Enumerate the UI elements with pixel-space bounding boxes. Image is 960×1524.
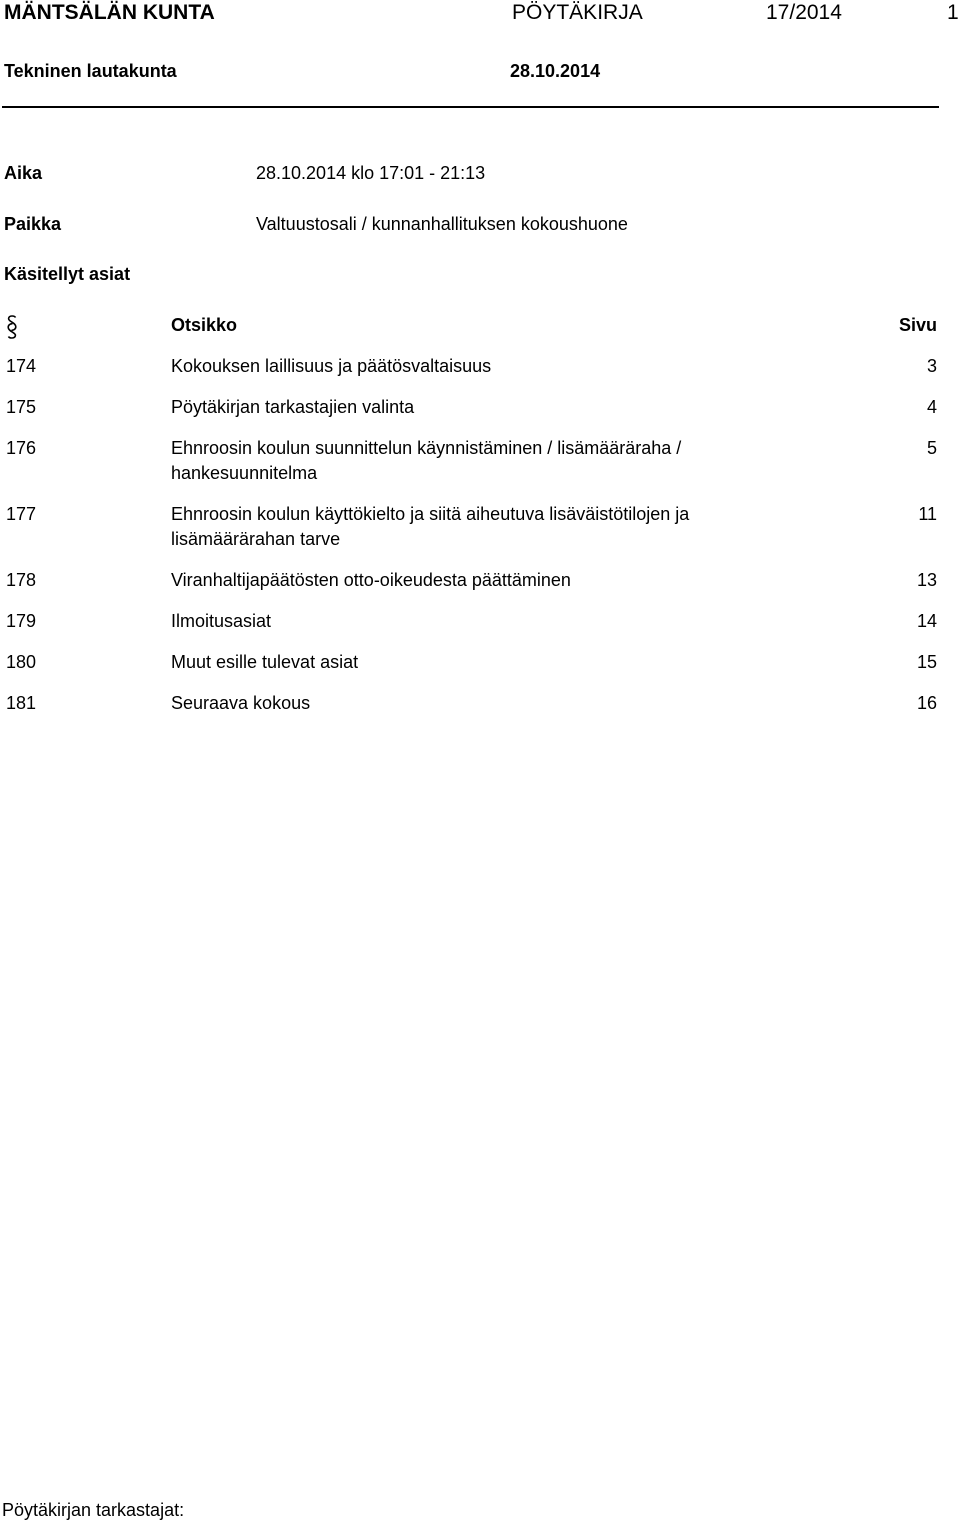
meeting-date: 28.10.2014	[510, 61, 601, 81]
agenda-item-page: 16	[916, 693, 937, 713]
agenda-item-page: 15	[916, 652, 937, 672]
paragraph-section-icon	[6, 314, 18, 340]
agenda-item-title: Seuraava kokous	[171, 693, 311, 713]
agenda-section-title: Käsitellyt asiat	[4, 264, 131, 284]
agenda-item-number: 176	[6, 438, 37, 458]
agenda-item-page: 3	[926, 356, 937, 376]
agenda-item-title: Kokouksen laillisuus ja päätösvaltaisuus	[171, 356, 492, 376]
agenda-item-page: 4	[926, 397, 937, 417]
agenda-item-number: 174	[6, 356, 37, 376]
agenda-item-title: Ilmoitusasiat	[171, 611, 272, 631]
board-name: Tekninen lautakunta	[4, 61, 177, 81]
page-number: 1	[947, 1, 959, 24]
agenda-item-number: 181	[6, 693, 37, 713]
column-header-page: Sivu	[898, 315, 937, 335]
document-number: 17/2014	[766, 1, 842, 24]
agenda-item-title: Ehnroosin koulun käyttökielto ja siitä aiheutuva lisäväistötilojen ja lisämäärärahan tarve	[171, 504, 690, 549]
place-label: Paikka	[4, 214, 62, 234]
organization-name: MÄNTSÄLÄN KUNTA	[4, 1, 215, 24]
agenda-item-number: 180	[6, 652, 37, 672]
agenda-item-number: 175	[6, 397, 37, 417]
agenda-item-page: 14	[916, 611, 937, 631]
column-header-title: Otsikko	[171, 315, 238, 335]
time-label: Aika	[4, 163, 43, 183]
agenda-item-number: 179	[6, 611, 37, 631]
agenda-item-number: 177	[6, 504, 37, 524]
document-type: PÖYTÄKIRJA	[512, 1, 643, 24]
agenda-item-page: 13	[916, 570, 937, 590]
agenda-item-number: 178	[6, 570, 37, 590]
agenda-item-title: Pöytäkirjan tarkastajien valinta	[171, 397, 415, 417]
reviewers-label: Pöytäkirjan tarkastajat:	[2, 1500, 185, 1520]
header-divider	[2, 106, 939, 108]
agenda-item-title: Muut esille tulevat asiat	[171, 652, 359, 672]
agenda-item-page: 11	[918, 504, 937, 524]
time-value: 28.10.2014 klo 17:01 - 21:13	[256, 163, 486, 183]
agenda-item-page: 5	[926, 438, 937, 458]
agenda-item-title: Ehnroosin koulun suunnittelun käynnistäminen / lisämääräraha / hankesuunnitelma	[171, 438, 682, 483]
place-value: Valtuustosali / kunnanhallituksen kokoushuone	[256, 214, 628, 234]
agenda-item-title: Viranhaltijapäätösten otto-oikeudesta päättäminen	[171, 570, 571, 590]
